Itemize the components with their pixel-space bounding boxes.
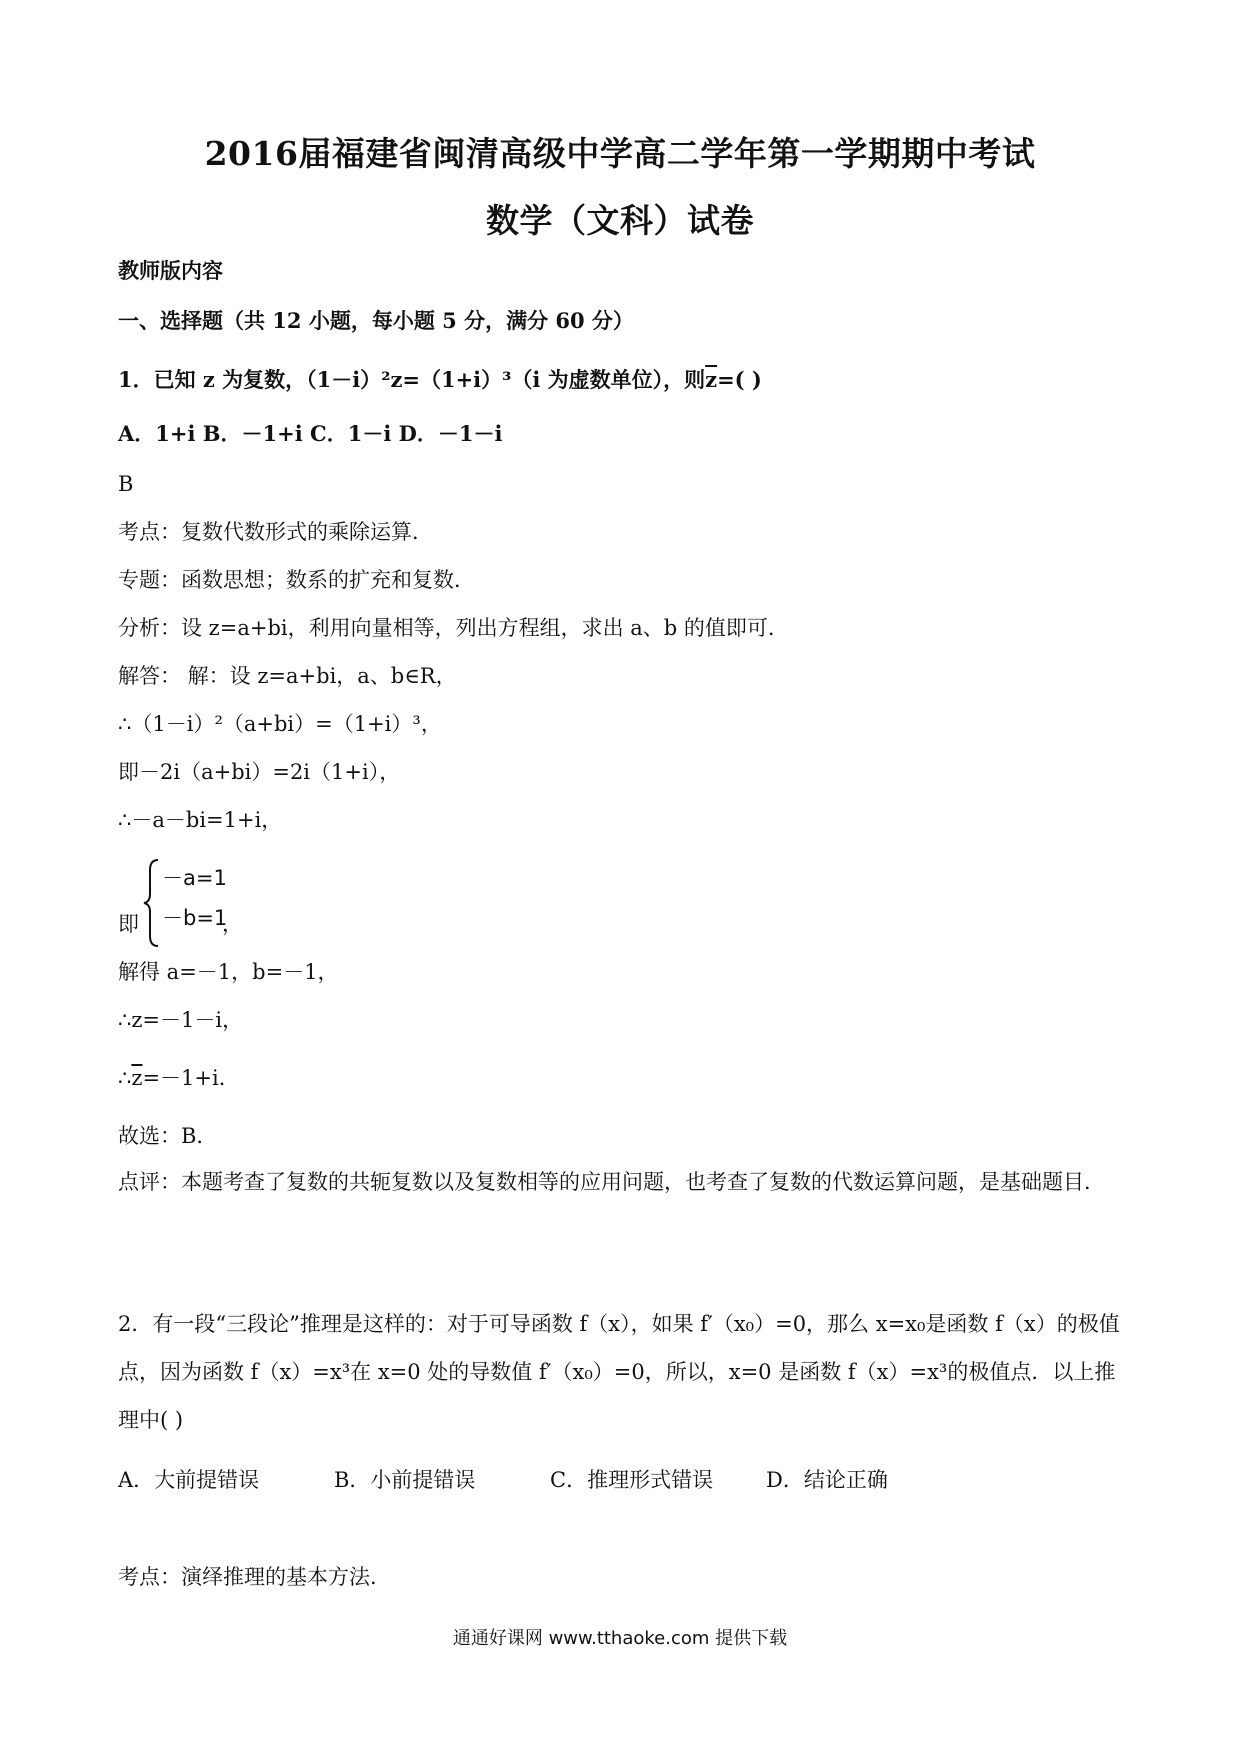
q1-step1: ∴（1－i）²（a+bi）=（1+i）³， bbox=[118, 712, 442, 736]
q2-option-c: C．推理形式错误 bbox=[550, 1468, 714, 1492]
q1-step6 bbox=[118, 1064, 1128, 1092]
q1-stem-suffix: =( ) bbox=[717, 367, 762, 392]
q1-fenxi: 分析：设 z=a+bi，利用向量相等，列出方程组，求出 a、b 的值即可． bbox=[118, 616, 789, 640]
q1-step4: 解得 a=－1，b=－1， bbox=[118, 960, 339, 984]
q1-equation-system bbox=[118, 858, 418, 950]
left-brace-icon bbox=[142, 858, 160, 948]
q2-stem: 2．有一段“三段论”推理是这样的：对于可导函数 f（x），如果 f′（x₀）=0，那么 x=x₀是函数 f（x）的极值点，因为函数 f（x）=x³在 x=0 处的导数值 f′（x₀）=0，所以，x=0 是函数 f（x）=x³的极值点．以上推理中( ) bbox=[118, 1312, 1120, 1432]
exam-subtitle: 数学（文科）试卷 bbox=[486, 201, 754, 240]
q1-step6-conjugate-z: $\overline{z}$ bbox=[131, 1066, 143, 1090]
teacher-label: 教师版内容 bbox=[118, 258, 223, 283]
q1-options: A．1+i B．－1+i C．1－i D．－1－i bbox=[118, 421, 503, 446]
q1-step5: ∴z=－1－i， bbox=[118, 1008, 244, 1032]
page-footer: 通通好课网 www.tthaoke.com 提供下载 bbox=[452, 1628, 788, 1649]
q2-option-b: B．小前提错误 bbox=[334, 1468, 476, 1492]
q2-kaodian: 考点：演绎推理的基本方法． bbox=[118, 1565, 391, 1589]
q1-step6-suffix: =－1+i． bbox=[142, 1066, 240, 1090]
q1-step3: ∴－a－bi=1+i， bbox=[118, 808, 283, 832]
section-heading: 一、选择题（共 12 小题，每小题 5 分，满分 60 分） bbox=[118, 308, 634, 333]
q1-guxuan: 故选：B． bbox=[118, 1124, 218, 1148]
q1-jieda: 解答： 解：设 z=a+bi，a、b∈R， bbox=[118, 664, 457, 688]
q1-step2: 即－2i（a+bi）=2i（1+i）， bbox=[118, 760, 401, 784]
q1-dianping: 点评：本题考查了复数的共轭复数以及复数相等的应用问题，也考查了复数的代数运算问题，是基础题目． bbox=[118, 1170, 1105, 1194]
q1-brace-line1: －a=1 bbox=[162, 866, 227, 890]
q1-zhuanti: 专题：函数思想；数系的扩充和复数． bbox=[118, 568, 475, 592]
q1-kaodian: 考点：复数代数形式的乘除运算． bbox=[118, 520, 433, 544]
q2-options bbox=[118, 1466, 1128, 1494]
q1-stem-prefix: 1．已知 z 为复数，（1－i）²z=（1+i）³（i 为虚数单位），则 bbox=[118, 367, 706, 392]
q1-answer: B bbox=[118, 472, 134, 496]
q2-option-d: D．结论正确 bbox=[766, 1468, 888, 1492]
q1-brace-line2: －b=1 bbox=[162, 906, 228, 930]
q2-option-a: A．大前提错误 bbox=[118, 1468, 260, 1492]
q1-stem-conjugate-z: $\overline{z}$ bbox=[705, 367, 718, 392]
q1-brace-tail: ， bbox=[222, 912, 243, 936]
q1-stem bbox=[118, 366, 1128, 394]
q1-brace-prefix: 即 bbox=[118, 912, 139, 936]
exam-title: 2016届福建省闽清高级中学高二学年第一学期期中考试 bbox=[204, 134, 1036, 173]
q1-step6-prefix: ∴ bbox=[118, 1066, 132, 1090]
